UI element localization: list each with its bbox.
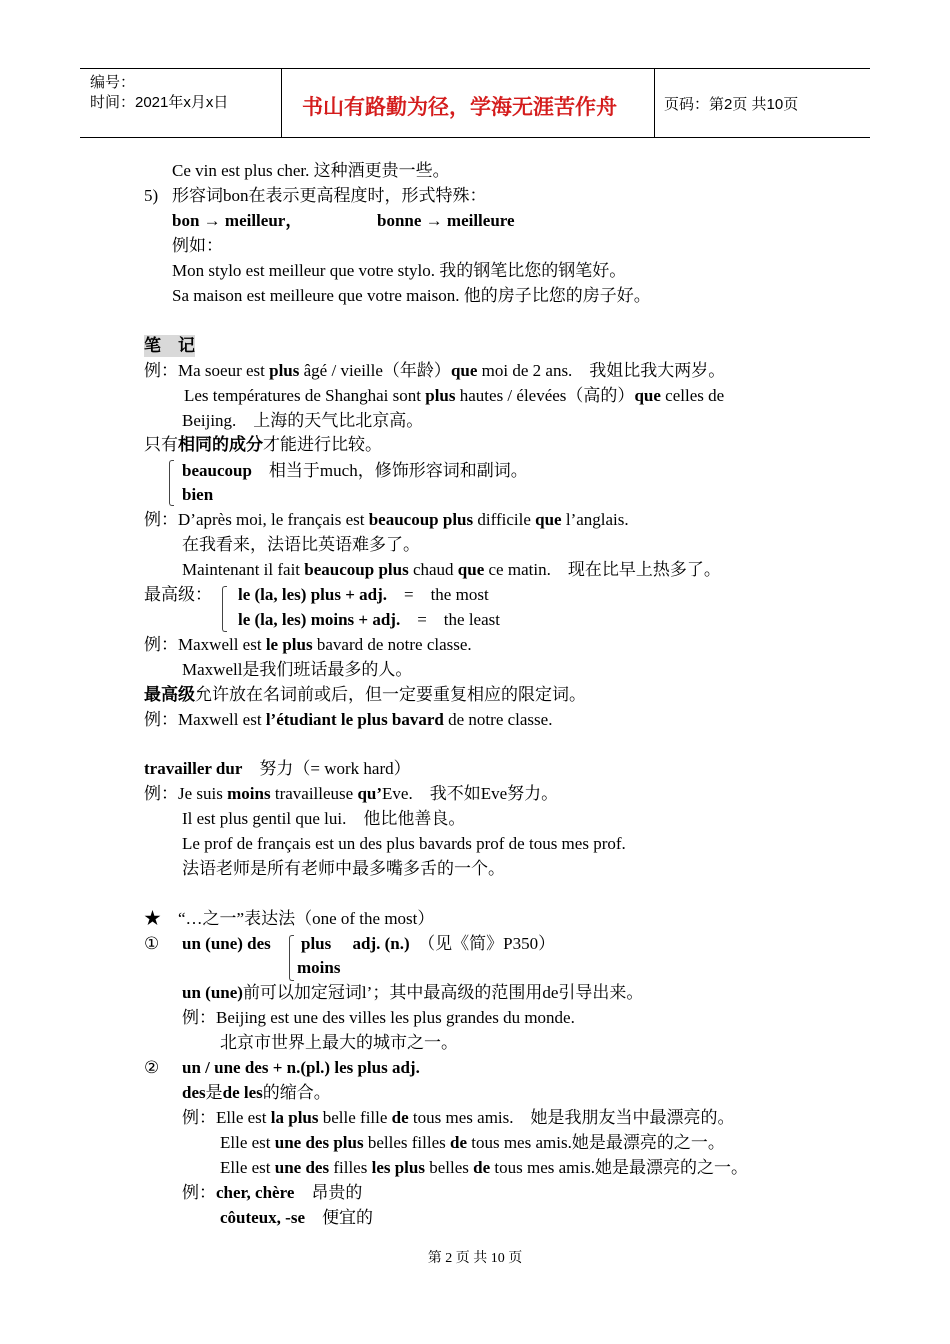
text-line: Beijing. 上海的天气比北京高。 — [182, 411, 424, 430]
text-line-bold: bien — [182, 485, 214, 504]
text-line-bold: un (une) des — [182, 934, 271, 953]
text-line: le (la, les) moins + adj. = the least — [238, 610, 500, 629]
text-line: Elle est une des plus belles filles de tous mes amis.她是最漂亮的之一。 — [220, 1133, 725, 1152]
text-line: 例：Ma soeur est plus âgé / vieille（年龄）que moi de 2 ans. 我姐比我大两岁。 — [144, 361, 726, 380]
section-heading: 笔 记 — [144, 336, 195, 355]
text-line: 形容词bon在表示更高程度时，形式特殊： — [172, 186, 487, 205]
text-line: 最高级允许放在名词前或后，但一定要重复相应的限定词。 — [144, 685, 586, 704]
text-line: 例：Elle est la plus belle fille de tous mes amis. 她是我朋友当中最漂亮的。 — [182, 1108, 735, 1127]
text-line: Ce vin est plus cher. 这种酒更贵一些。 — [172, 161, 450, 180]
text-line-bold: bonne → meilleure — [377, 211, 515, 230]
header-time-label: 时间：2021年x月x日 — [90, 94, 229, 111]
list-number: 5) — [144, 186, 159, 205]
text-line: des是de les的缩合。 — [182, 1083, 331, 1102]
text-line-bold: un / une des + n.(pl.) les plus adj. — [182, 1058, 420, 1077]
text-line: Le prof de français est un des plus bavards prof de tous mes prof. — [182, 834, 626, 853]
header-page-info: 页码：第2页 共10页 — [664, 96, 799, 113]
text-line: 北京市世界上最大的城市之一。 — [220, 1033, 458, 1052]
text-line: 法语老师是所有老师中最多嘴多舌的一个。 — [182, 859, 505, 878]
brace — [169, 460, 174, 506]
text-line: 最高级： — [144, 585, 212, 604]
header-divider — [281, 69, 282, 137]
text-line: 例：Beijing est une des villes les plus grandes du monde. — [182, 1008, 575, 1027]
header-code-label: 编号： — [90, 74, 136, 91]
text-line-bold: bon → meilleur， — [172, 211, 303, 230]
text-line: 例如： — [172, 236, 223, 255]
text-line: 在我看来，法语比英语难多了。 — [182, 535, 420, 554]
text-line: 例：cher, chère 昂贵的 — [182, 1183, 363, 1202]
text-line: 只有相同的成分才能进行比较。 — [144, 435, 382, 454]
text-line: Mon stylo est meilleur que votre stylo. 我的钢笔比您的钢笔好。 — [172, 261, 627, 280]
text-line: Les températures de Shanghai sont plus hautes / élevées（高的）que celles de — [184, 386, 725, 405]
text-line: 例：D’après moi, le français est beaucoup plus difficile que l’anglais. — [144, 510, 629, 529]
header-motto: 书山有路勤为径，学海无涯苦作舟 — [302, 95, 617, 119]
brace — [289, 935, 294, 981]
brace — [222, 586, 227, 632]
text-line: 例：Maxwell est le plus bavard de notre classe. — [144, 635, 472, 654]
text-line: travailler dur 努力（= work hard） — [144, 759, 411, 778]
text-line: le (la, les) plus + adj. = the most — [238, 585, 489, 604]
text-line: plus adj. (n.) （见《简》P350） — [301, 934, 556, 953]
text-line: beaucoup 相当于much，修饰形容词和副词。 — [182, 461, 528, 480]
page-footer: 第 2 页 共 10 页 — [427, 1251, 523, 1266]
text-line: Maintenant il fait beaucoup plus chaud que ce matin. 现在比早上热多了。 — [182, 560, 721, 579]
text-line: Il est plus gentil que lui. 他比他善良。 — [182, 809, 466, 828]
text-line: 例：Je suis moins travailleuse qu’Eve. 我不如Eve努力。 — [144, 784, 559, 803]
text-line: Elle est une des filles les plus belles de tous mes amis.她是最漂亮的之一。 — [220, 1158, 748, 1177]
text-line: Sa maison est meilleure que votre maison. 他的房子比您的房子好。 — [172, 286, 651, 305]
text-line: 例：Maxwell est l’étudiant le plus bavard de notre classe. — [144, 710, 553, 729]
text-line-bold: moins — [297, 958, 341, 977]
text-line: ★ “…之一”表达法（one of the most） — [144, 909, 435, 928]
page-header — [80, 68, 870, 138]
text-line: Maxwell是我们班话最多的人。 — [182, 660, 413, 679]
list-number: ① — [144, 934, 160, 953]
header-divider — [654, 69, 655, 137]
text-line: un (une)前可以加定冠词l’；其中最高级的范围用de引导出来。 — [182, 983, 644, 1002]
text-line: côuteux, -se 便宜的 — [220, 1208, 373, 1227]
list-number: ② — [144, 1058, 160, 1077]
